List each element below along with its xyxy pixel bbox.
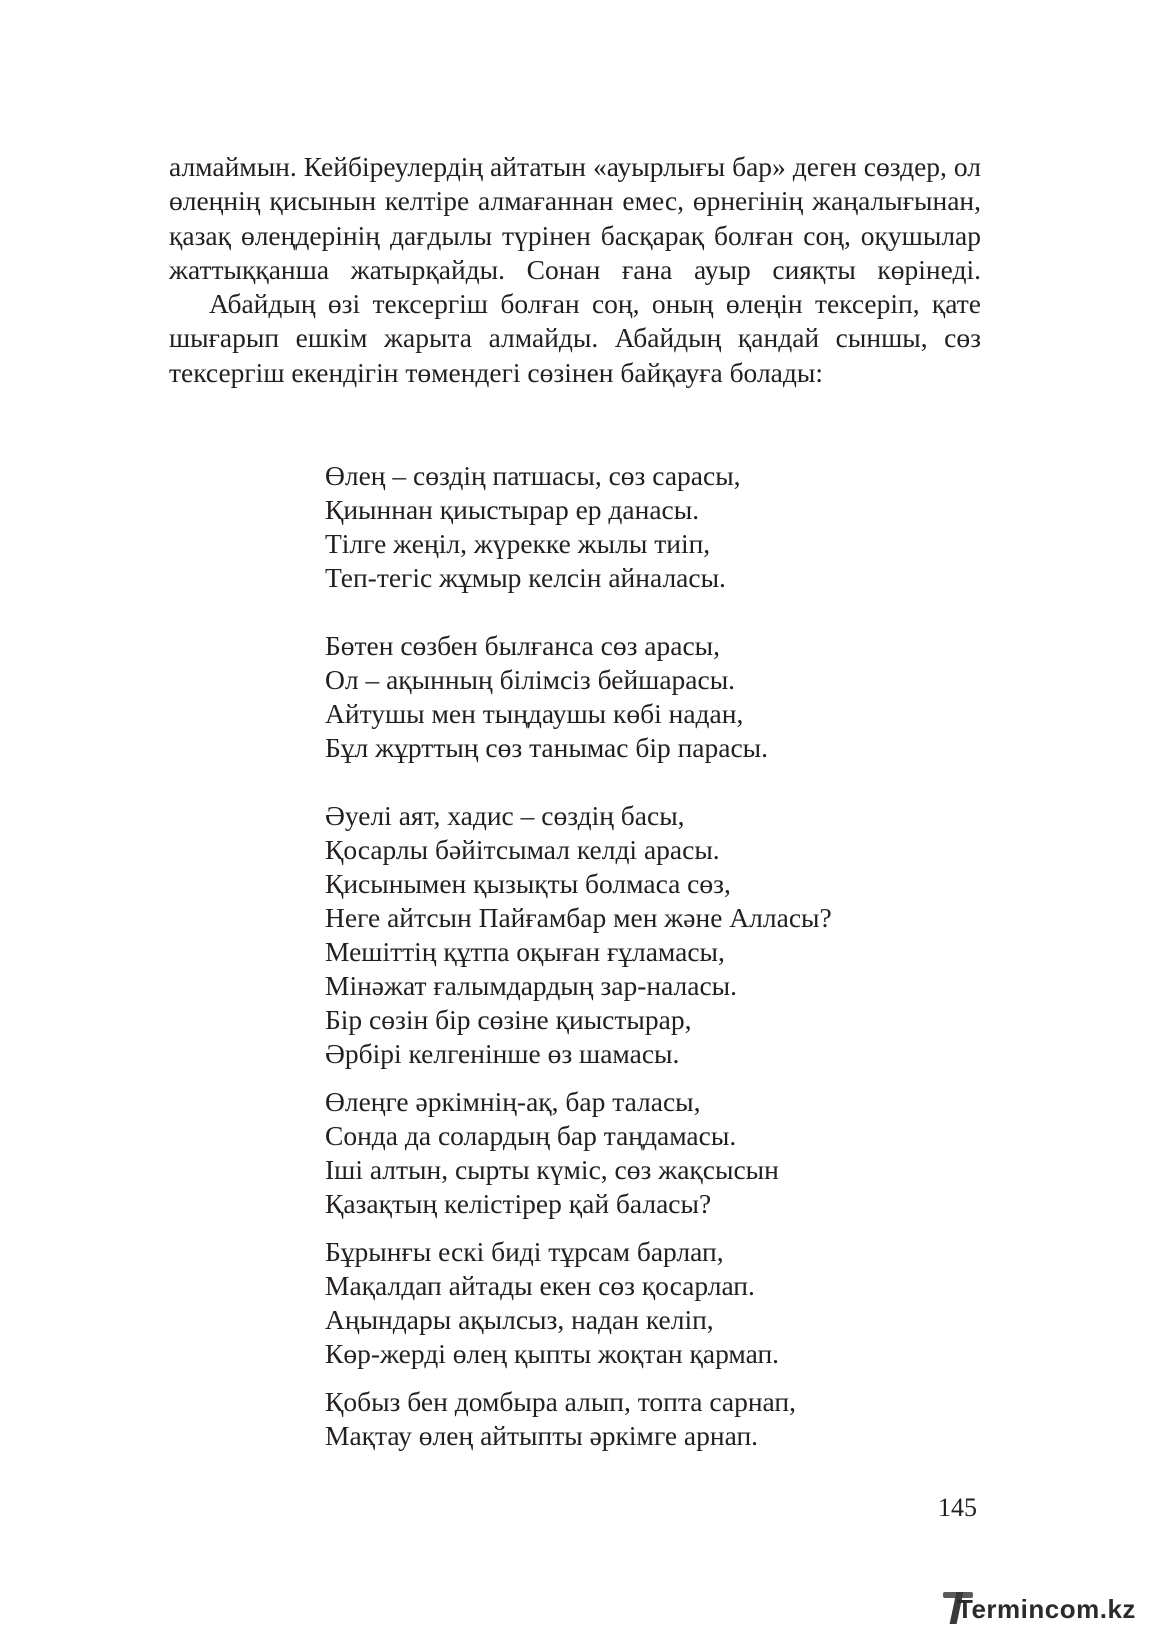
poem-line: Ол – ақынның білімсіз бейшарасы. [325,664,736,695]
prose-block [169,150,981,390]
poem-line: Іші алтын, сырты күміс, сөз жақсысын [325,1154,779,1185]
stanza-5 [325,1235,832,1371]
poem-line: Әрбірі келгенінше өз шамасы. [325,1038,680,1069]
stanza-3 [325,799,832,1071]
poem [325,459,832,1453]
paragraph-abai-critic: Абайдың өзі тексергіш болған соң, оның өлеңін тексеріп, қате шығарып ешкім жарыта алмайды. Абайдың қандай сыншы, сөз тексергіш екендігін төмендегі сөзінен байқауға болады: [169,288,981,388]
poem-line: Бір сөзін бір сөзіне қиыстырар, [325,1004,692,1035]
watermark-text: Termincom.kz [957,1594,1136,1624]
poem-line: Айтушы мен тыңдаушы көбі надан, [325,698,744,729]
paragraph-continuation: алмаймын. Кейбіреулердің айтатын «ауырлығы бар» деген сөздер, ол өлеңнің қисынын келтіре алмағаннан емес, өрнегінің жаңалығынан, қазақ өлеңдерінің дағдылы түрінен басқарақ болған соң, оқушылар жаттыққанша жатырқайды. Сонан ғана ауыр сияқты көрінеді. [169,151,981,285]
poem-line: Мінәжат ғалымдардың зар-наласы. [325,970,738,1001]
poem-line: Аңындары ақылсыз, надан келіп, [325,1304,714,1335]
poem-line: Бөтен сөзбен былғанса сөз арасы, [325,630,721,661]
stanza-6 [325,1385,832,1453]
poem-line: Теп-тегіс жұмыр келсін айналасы. [325,562,726,593]
poem-line: Тілге жеңіл, жүрекке жылы тиіп, [325,528,711,559]
poem-line: Қобыз бен домбыра алып, топта сарнап, [325,1386,796,1417]
page-number: 145 [938,1493,977,1522]
poem-line: Бұрынғы ескі биді тұрсам барлап, [325,1236,724,1267]
poem-line: Көр-жерді өлең қыпты жоқтан қармап. [325,1338,780,1369]
stanza-1 [325,459,832,595]
poem-line: Неге айтсын Пайғамбар мен және Алласы? [325,902,832,933]
poem-line: Қиыннан қиыстырар ер данасы. [325,494,700,525]
stanza-2 [325,629,832,765]
poem-line: Қосарлы бәйітсымал келді арасы. [325,834,720,865]
poem-line: Мақтау өлең айтыпты әркімге арнап. [325,1420,759,1451]
poem-line: Сонда да солардың бар таңдамасы. [325,1120,737,1151]
stanza-4 [325,1085,832,1221]
poem-line: Әуелі аят, хадис – сөздің басы, [325,800,685,831]
poem-line: Бұл жұрттың сөз танымас бір парасы. [325,732,769,763]
poem-line: Өлең – сөздің патшасы, сөз сарасы, [325,460,741,491]
site-watermark [943,1590,1148,1630]
poem-line: Қисынымен қызықты болмаса сөз, [325,868,731,899]
poem-line: Мешіттің құтпа оқыған ғұламасы, [325,936,725,967]
poem-line: Қазақтың келістірер қай баласы? [325,1188,712,1219]
poem-line: Мақалдап айтады екен сөз қосарлап. [325,1270,755,1301]
poem-line: Өлеңге әркімнің-ақ, бар таласы, [325,1086,701,1117]
